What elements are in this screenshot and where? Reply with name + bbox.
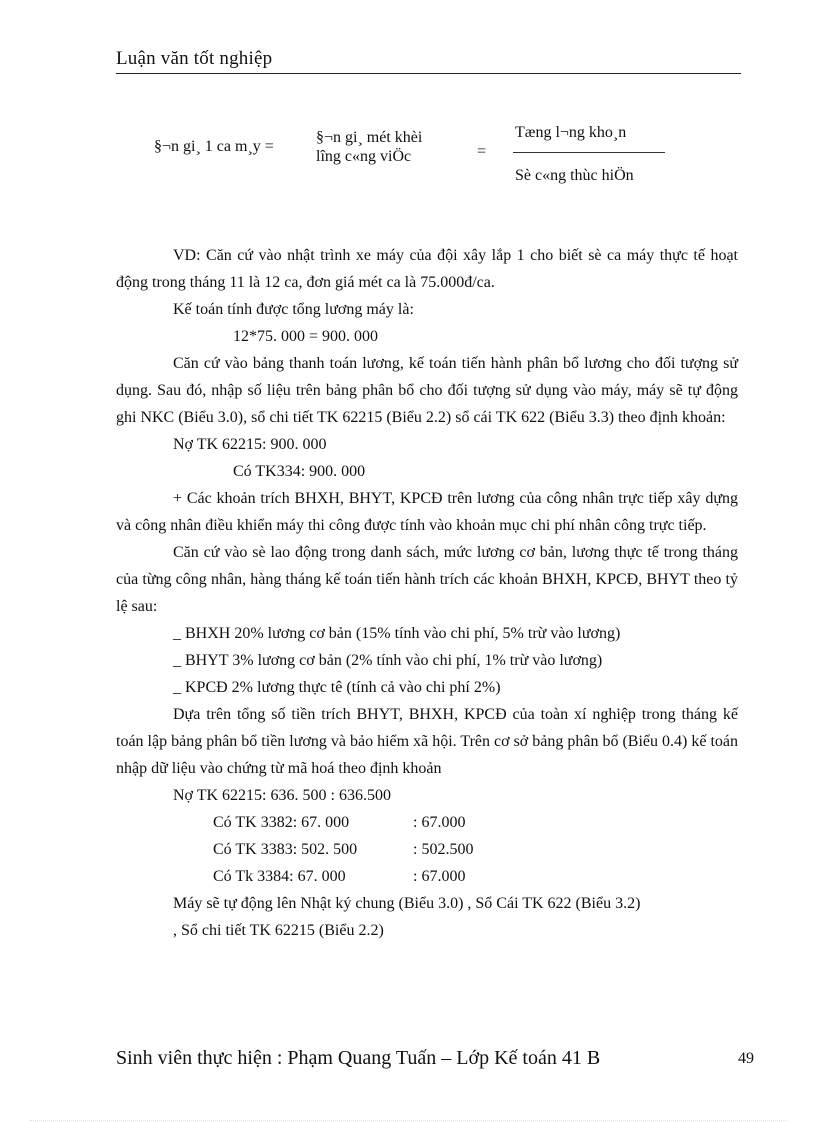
fraction-bar bbox=[513, 152, 665, 153]
formula-middle bbox=[316, 128, 422, 166]
paragraph: Căn cứ vào sè lao động trong danh sách, mức lương cơ bản, lương thực tế trong tháng của từng công nhân, hàng tháng kế toán tiến hành trích các khoản BHXH, KPCĐ, BHYT theo tỷ lệ sau: bbox=[116, 544, 738, 615]
calculation-line: 12*75. 000 = 900. 000 bbox=[233, 328, 379, 345]
formula-left: §¬n gi¸ 1 ca m¸y = bbox=[154, 138, 274, 155]
paragraph: Dựa trên tổng số tiền trích BHYT, BHXH, KPCĐ của toàn xí nghiệp trong tháng kế toán lập bảng phân bổ tiền lương và bảo hiểm xã hội. Trên cơ sở bảng phân bổ (Biểu 0.4) kế toán nhập dữ liệu vào chứng từ mã hoá theo định khoản bbox=[116, 706, 738, 777]
credit-amount: : 67.000 bbox=[413, 868, 466, 885]
credit-entry: Có TK334: 900. 000 bbox=[233, 463, 366, 480]
credit-entry: Có Tk 3384: 67. 000 bbox=[213, 868, 346, 885]
formula-denominator: Sè c«ng thùc hiÖn bbox=[515, 167, 634, 184]
paragraph: , Sổ chi tiết TK 62215 (Biểu 2.2) bbox=[173, 922, 384, 939]
paragraph: VD: Căn cứ vào nhật trình xe máy của đội xây lắp 1 cho biết sè ca máy thực tế hoạt động trong tháng 11 là 12 ca, đơn giá mét ca là 75.000đ/ca. bbox=[116, 247, 738, 291]
credit-entry: Có TK 3383: 502. 500 bbox=[213, 841, 358, 858]
list-item: _ BHYT 3% lương cơ bản (2% tính vào chi phí, 1% trừ vào lương) bbox=[173, 652, 603, 669]
paragraph: + Các khoản trích BHXH, BHYT, KPCĐ trên lương của công nhân trực tiếp xây dựng và công nhân điều khiển máy thi công được tính vào khoản mục chi phí nhân công trực tiếp. bbox=[116, 490, 738, 534]
body-text bbox=[116, 242, 738, 944]
running-footer: Sinh viên thực hiện : Phạm Quang Tuấn – Lớp Kế toán 41 B bbox=[116, 1047, 601, 1069]
formula-middle-line1: §¬n gi¸ mét khèi bbox=[316, 129, 423, 146]
list-item: _ BHXH 20% lương cơ bản (15% tính vào chi phí, 5% trừ vào lương) bbox=[173, 625, 621, 642]
debit-entry: Nợ TK 62215: 636. 500 : 636.500 bbox=[173, 787, 391, 804]
list-item: _ KPCĐ 2% lương thực tê (tính cả vào chi phí 2%) bbox=[173, 679, 501, 696]
formula-block bbox=[0, 122, 816, 192]
credit-amount: : 502.500 bbox=[413, 841, 474, 858]
credit-entry-row bbox=[116, 836, 738, 863]
formula-numerator: Tæng l¬ng kho¸n bbox=[515, 124, 627, 141]
credit-entry: Có TK 3382: 67. 000 bbox=[213, 814, 350, 831]
credit-amount: : 67.000 bbox=[413, 814, 466, 831]
credit-entry-row bbox=[116, 863, 738, 890]
formula-equals: = bbox=[477, 143, 487, 160]
paragraph: Máy sẽ tự động lên Nhật ký chung (Biểu 3.0) , Sổ Cái TK 622 (Biểu 3.2) bbox=[173, 895, 641, 912]
header-rule bbox=[116, 73, 741, 74]
paragraph: Căn cứ vào bảng thanh toán lương, kế toán tiến hành phân bổ lương cho đối tượng sử dụng. Sau đó, nhập số liệu trên bảng phân bổ cho đối tượng sử dụng vào máy, máy sẽ tự động ghi NKC (Biểu 3.0), sổ chi tiết TK 62215 (Biểu 2.2) sổ cái TK 622 (Biểu 3.3) theo định khoản: bbox=[116, 355, 738, 426]
page-edge-rule bbox=[30, 1120, 786, 1121]
credit-entry-row bbox=[116, 809, 738, 836]
page-number: 49 bbox=[738, 1050, 754, 1067]
debit-entry: Nợ TK 62215: 900. 000 bbox=[173, 436, 327, 453]
paragraph: Kế toán tính được tổng lương máy là: bbox=[173, 301, 414, 318]
running-header: Luận văn tốt nghiệp bbox=[116, 48, 273, 69]
formula-middle-line2: lîng c«ng viÖc bbox=[316, 148, 412, 165]
